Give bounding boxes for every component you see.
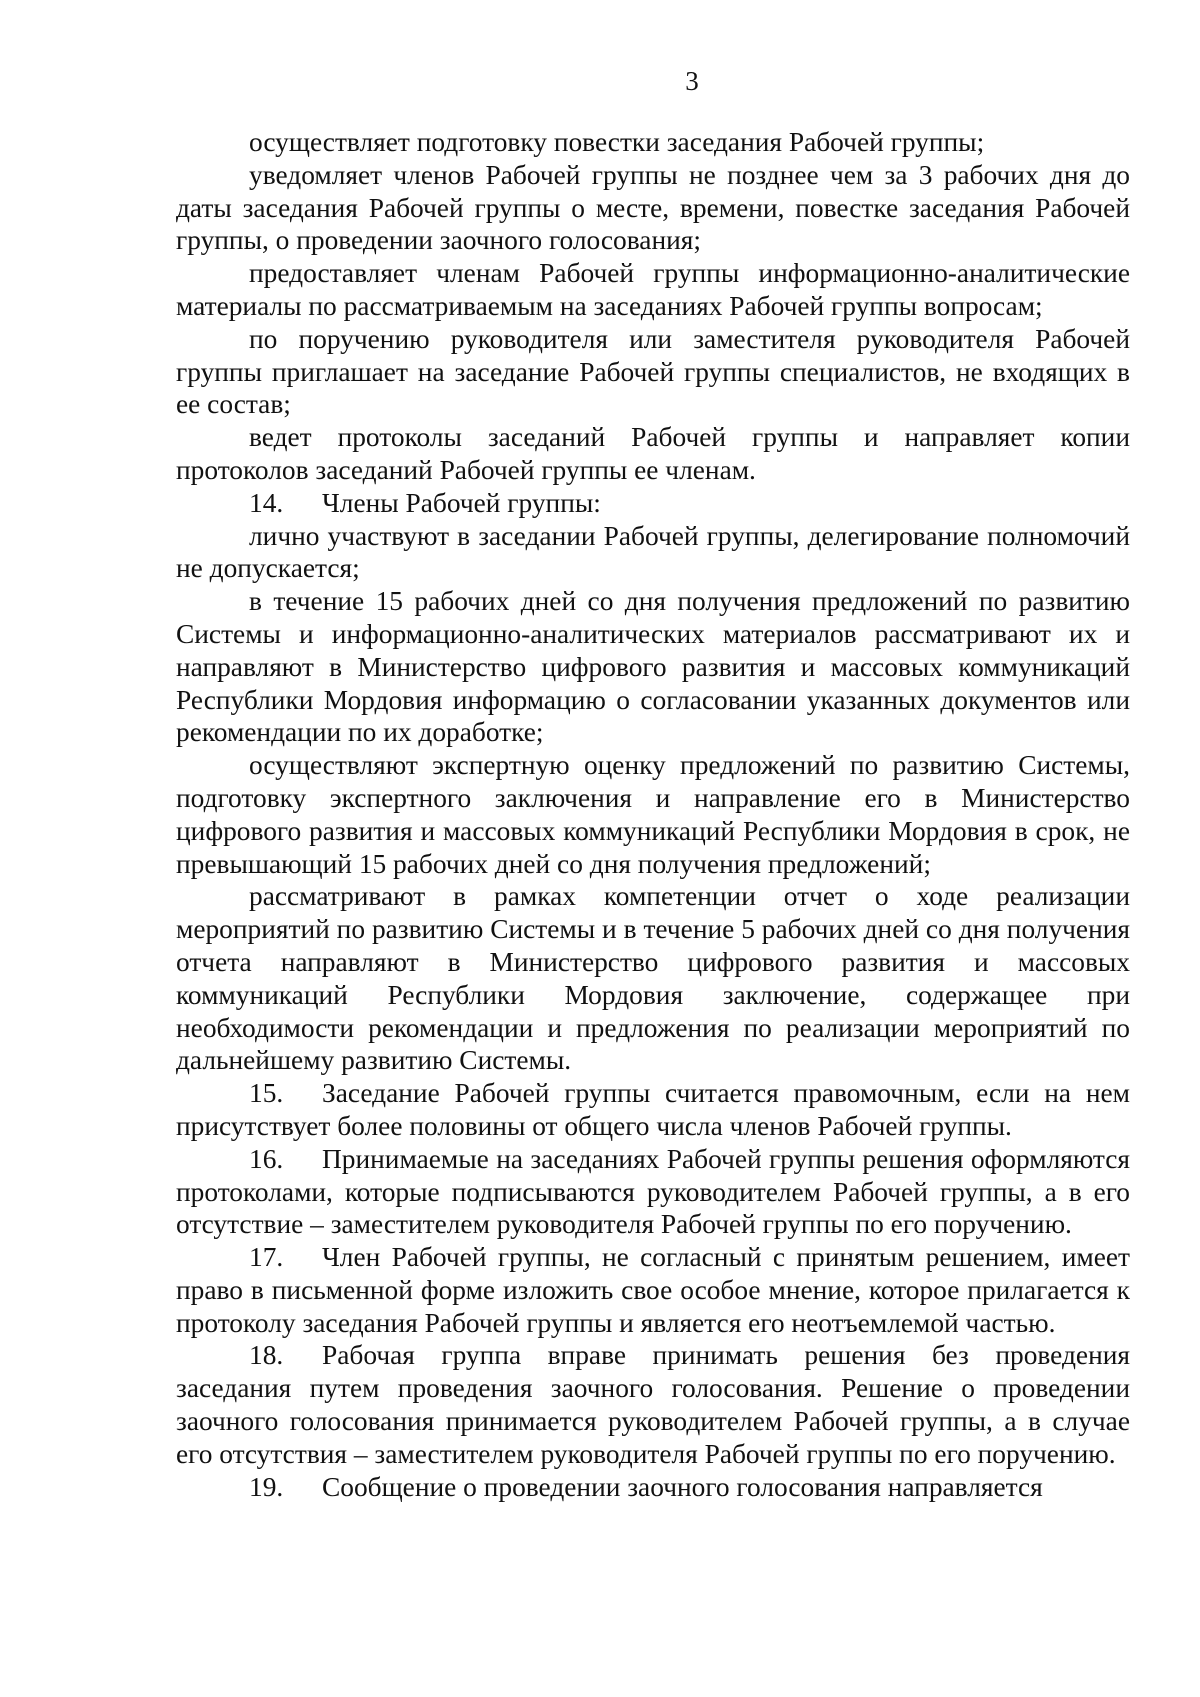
paragraph: по поручению руководителя или заместителя руководителя Рабочей группы приглашает на заседание Рабочей группы специалистов, не входящих в ее состав; — [176, 323, 1130, 420]
paragraph-number: 14. — [249, 487, 284, 518]
paragraph: рассматривают в рамках компетенции отчет о ходе реализации мероприятий по развитию Системы и в течение 5 рабочих дней со дня получения отчета направляют в Министерство цифрового развития и массовых коммуникаций Республики Мордовия заключение, содержащее при необходимости рекомендации и предложения по реализации мероприятий по дальнейшему развитию Системы. — [176, 881, 1130, 1076]
numbered-paragraph: 15. Заседание Рабочей группы считается правомочным, если на нем присутствует более половины от общего числа членов Рабочей группы. — [176, 1078, 1130, 1141]
paragraph: осуществляет подготовку повестки заседания Рабочей группы; — [249, 127, 985, 157]
paragraph: в течение 15 рабочих дней со дня получения предложений по развитию Системы и информационно-аналитических материалов рассматривают их и направляют в Министерство цифрового развития и массовых коммуникаций Республики Мордовия информацию о согласовании указанных документов или рекомендации по их доработке; — [176, 586, 1130, 748]
numbered-paragraph: 17. Член Рабочей группы, не согласный с принятым решением, имеет право в письменной форме изложить свое особое мнение, которое прилагается к протоколу заседания Рабочей группы и является его неотъемлемой частью. — [176, 1242, 1130, 1338]
paragraph-number: 18. — [249, 1340, 284, 1371]
paragraph-number: 19. — [249, 1471, 284, 1502]
numbered-paragraph: 16. Принимаемые на заседаниях Рабочей группы решения оформляются протоколами, которые подписываются руководителем Рабочей группы, а в его отсутствие – заместителем руководителя Рабочей группы по его поручению. — [176, 1143, 1130, 1240]
page-number: 3 — [685, 66, 699, 96]
numbered-paragraph: 18. Рабочая группа вправе принимать решения без проведения заседания путем проведения заочного голосования. Решение о проведении заочного голосования принимается руководителем Рабочей группы, а в случае его отсутствия – заместителем руководителя Рабочей группы по его поручению. — [176, 1340, 1130, 1469]
document-body — [176, 126, 1130, 1503]
paragraph: уведомляет членов Рабочей группы не позднее чем за 3 рабочих дня до даты заседания Рабочей группы о месте, времени, повестке заседания Рабочей группы, о проведении заочного голосования; — [176, 159, 1130, 256]
paragraph: ведет протоколы заседаний Рабочей группы и направляет копии протоколов заседаний Рабочей группы ее членам. — [176, 422, 1130, 485]
numbered-paragraph: 14. Члены Рабочей группы: — [249, 487, 601, 518]
paragraph: лично участвуют в заседании Рабочей группы, делегирование полномочий не допускается; — [176, 520, 1130, 584]
paragraph-number: 15. — [249, 1078, 284, 1109]
paragraph-number: 16. — [249, 1143, 284, 1174]
paragraph: предоставляет членам Рабочей группы информационно-аналитические материалы по рассматриваемым на заседаниях Рабочей группы вопросам; — [176, 258, 1130, 321]
paragraph: осуществляют экспертную оценку предложений по развитию Системы, подготовку экспертного заключения и направление его в Министерство цифрового развития и массовых коммуникаций Республики Мордовия в срок, не превышающий 15 рабочих дней со дня получения предложений; — [176, 750, 1130, 879]
numbered-paragraph: 19. Сообщение о проведении заочного голосования направляется — [249, 1471, 1043, 1502]
paragraph-number: 17. — [249, 1242, 284, 1273]
